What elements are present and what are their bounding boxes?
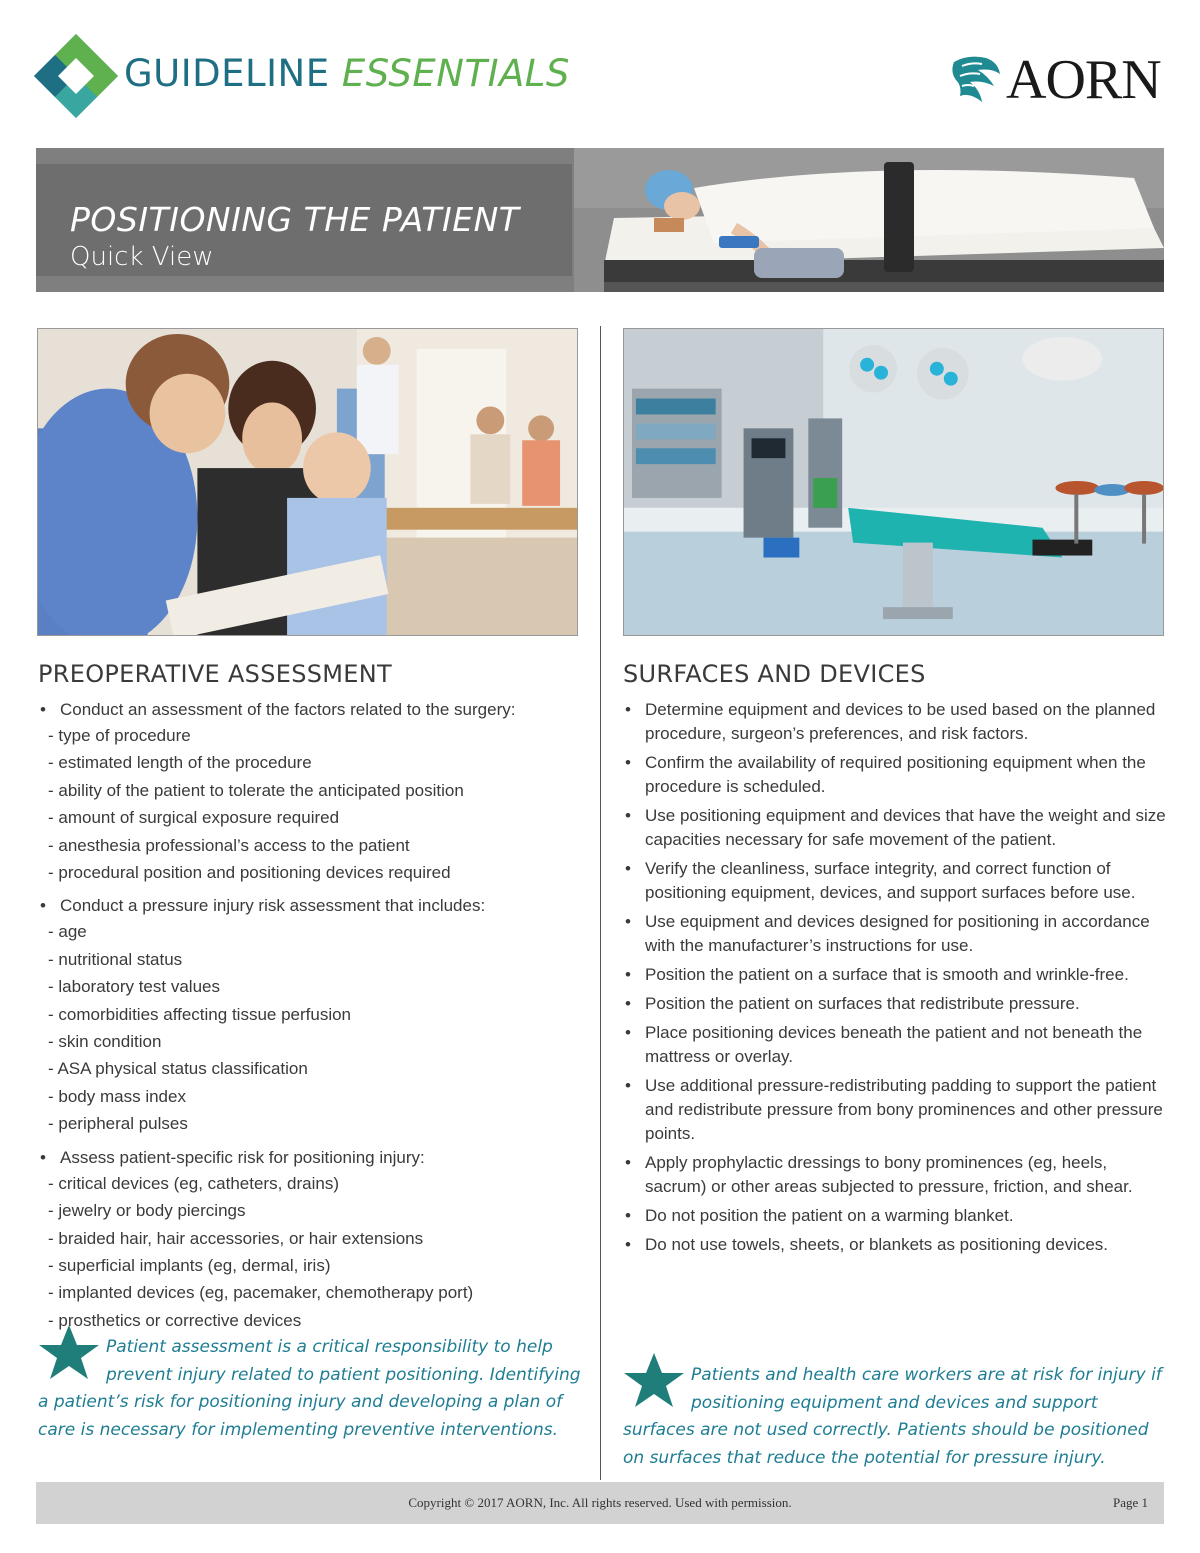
- aorn-emblem-icon: [948, 52, 1002, 108]
- star-icon: [623, 1352, 685, 1408]
- surfaces-and-devices-section: [623, 660, 1168, 1262]
- list-item: • Do not use towels, sheets, or blankets as positioning devices.: [623, 1233, 1168, 1257]
- preoperative-assessment-heading: PREOPERATIVE ASSESSMENT: [38, 660, 392, 688]
- guideline-essentials-logo-icon: [34, 34, 118, 118]
- sub-item: - peripheral pulses: [48, 1110, 583, 1137]
- sub-item: - anesthesia professional’s access to the patient: [48, 832, 583, 859]
- sub-item: - estimated length of the procedure: [48, 749, 583, 776]
- page-subtitle: Quick View: [70, 242, 214, 272]
- nurse-with-family-photo: [37, 328, 578, 636]
- list-item: • Apply prophylactic dressings to bony prominences (eg, heels, sacrum) or other areas subjected to pressure, friction, and shear.: [623, 1151, 1168, 1199]
- sub-item: - braided hair, hair accessories, or hair extensions: [48, 1225, 583, 1252]
- page-footer: [36, 1482, 1164, 1524]
- page-title: POSITIONING THE PATIENT: [70, 200, 520, 239]
- banner-title-box: [36, 164, 572, 276]
- star-icon: [38, 1324, 100, 1380]
- sub-item: - skin condition: [48, 1028, 583, 1055]
- copyright-text: Copyright © 2017 AORN, Inc. All rights reserved. Used with permission.: [408, 1495, 792, 1510]
- devices-list: [623, 698, 1168, 1257]
- list-item: • Use positioning equipment and devices that have the weight and size capacities necessary for safe movement of the patient.: [623, 804, 1168, 852]
- assessment-list: [38, 698, 583, 1334]
- list-item: • Confirm the availability of required positioning equipment when the procedure is scheduled.: [623, 751, 1168, 799]
- bullet-lead: • Conduct an assessment of the factors related to the surgery:: [60, 700, 516, 719]
- page-number: Page 1: [1112, 1495, 1148, 1510]
- list-item: • Use additional pressure-redistributing padding to support the patient and redistribute pressure from bony prominences and other pressure points.: [623, 1074, 1168, 1146]
- sub-list: [48, 722, 583, 886]
- sub-item: - prosthetics or corrective devices: [48, 1307, 583, 1334]
- list-item: • Verify the cleanliness, surface integrity, and correct function of positioning equipment, devices, and support surfaces before use.: [623, 857, 1168, 905]
- devices-callout-text: Patients and health care workers are at risk for injury if positioning equipment and devices and support surfaces are not used correctly. Patients should be positioned on surfaces that reduce the potential for pressure injury.: [623, 1365, 1162, 1468]
- list-item: [38, 698, 583, 886]
- sub-item: - ability of the patient to tolerate the anticipated position: [48, 777, 583, 804]
- brand-part-essentials: ESSENTIALS: [341, 52, 570, 95]
- sub-item: - type of procedure: [48, 722, 583, 749]
- list-item: • Position the patient on surfaces that redistribute pressure.: [623, 992, 1168, 1016]
- patient-on-table-photo: [574, 148, 1164, 292]
- assessment-callout-text: Patient assessment is a critical responsibility to help prevent injury related to patient positioning. Identifying a patient’s risk for positioning injury and developing a plan of care is necessary for implementing preventive interventions.: [38, 1337, 581, 1440]
- devices-callout: [623, 1362, 1168, 1472]
- sub-item: - superficial implants (eg, dermal, iris): [48, 1252, 583, 1279]
- sub-item: - implanted devices (eg, pacemaker, chemotherapy port): [48, 1279, 583, 1306]
- column-divider: [600, 326, 601, 1480]
- surfaces-and-devices-heading: SURFACES AND DEVICES: [623, 660, 926, 688]
- sub-item: - amount of surgical exposure required: [48, 804, 583, 831]
- aorn-logo: [948, 50, 1161, 110]
- bullet-lead: • Conduct a pressure injury risk assessment that includes:: [60, 896, 486, 916]
- sub-item: - critical devices (eg, catheters, drains): [48, 1170, 583, 1197]
- title-banner: [36, 148, 1164, 292]
- assessment-callout: [38, 1334, 586, 1444]
- sub-item: - comorbidities affecting tissue perfusion: [48, 1001, 583, 1028]
- brand-title: [124, 52, 570, 95]
- list-item: • Position the patient on a surface that is smooth and wrinkle-free.: [623, 963, 1168, 987]
- list-item: [38, 894, 583, 1137]
- list-item: • Place positioning devices beneath the patient and not beneath the mattress or overlay.: [623, 1021, 1168, 1069]
- sub-item: - nutritional status: [48, 946, 583, 973]
- aorn-logo-text: AORN: [1006, 49, 1161, 111]
- preoperative-assessment-section: [38, 660, 583, 1342]
- bullet-lead: • Assess patient-specific risk for positioning injury:: [60, 1147, 425, 1167]
- sub-item: - ASA physical status classification: [48, 1055, 583, 1082]
- sub-item: - procedural position and positioning devices required: [48, 859, 583, 886]
- list-item: • Use equipment and devices designed for positioning in accordance with the manufacturer’s instructions for use.: [623, 910, 1168, 958]
- list-item: • Determine equipment and devices to be used based on the planned procedure, surgeon’s preferences, and risk factors.: [623, 698, 1168, 746]
- list-item: • Do not position the patient on a warming blanket.: [623, 1204, 1168, 1228]
- sub-item: - age: [48, 918, 583, 945]
- sub-item: - body mass index: [48, 1083, 583, 1110]
- sub-item: - laboratory test values: [48, 973, 583, 1000]
- sub-list: [48, 1170, 583, 1334]
- brand-part-guideline: GUIDELINE: [124, 52, 330, 95]
- operating-room-photo: [623, 328, 1164, 636]
- list-item: [38, 1146, 583, 1334]
- sub-list: [48, 918, 583, 1137]
- sub-item: - jewelry or body piercings: [48, 1197, 583, 1224]
